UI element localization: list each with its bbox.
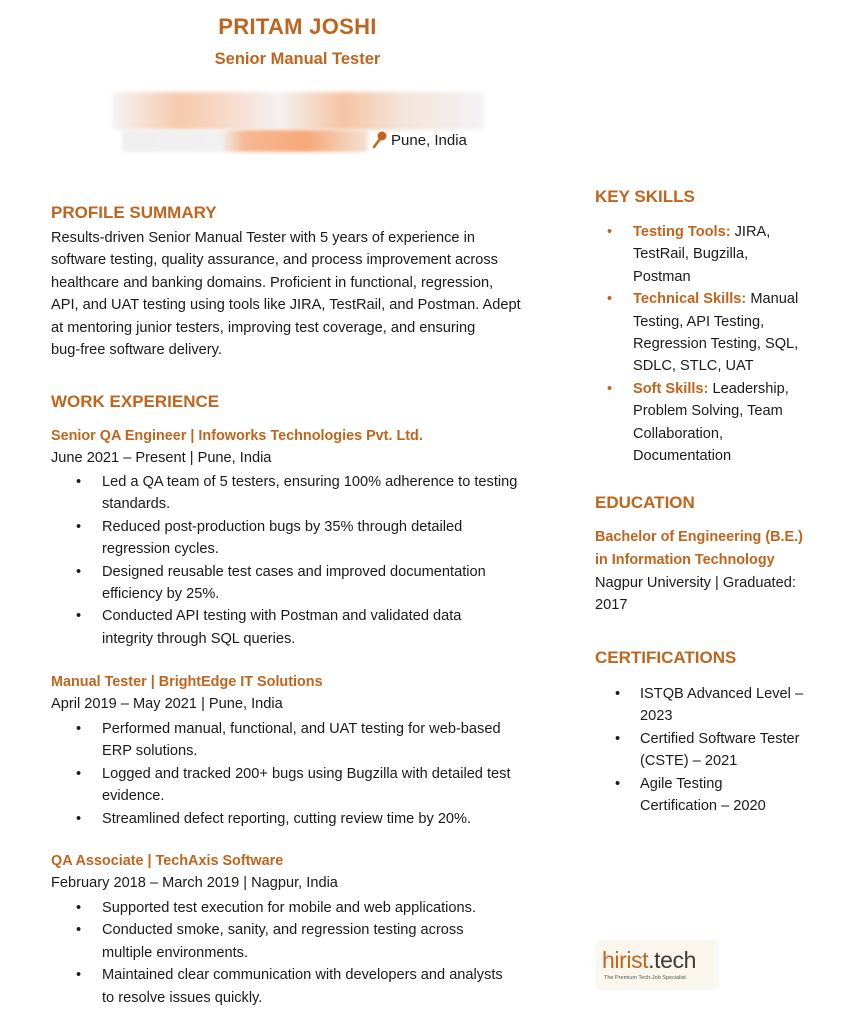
degree: Bachelor of Engineering (B.E.) in Information Technology (595, 529, 803, 568)
job-title: Manual Tester | BrightEdge IT Solutions (51, 674, 323, 690)
certifications-list (595, 683, 825, 817)
job-title: QA Associate | TechAxis Software (51, 853, 284, 869)
job-title: Senior QA Engineer | Infoworks Technologies Pvt. Ltd. (51, 428, 423, 444)
list-item: • Led a QA team of 5 testers, ensuring 100% adherence to testing standards. (51, 471, 581, 516)
redacted-contact-info (112, 92, 484, 130)
summary-line: API, and UAT testing using tools like JIRA, TestRail, and Postman. Adept (51, 297, 521, 314)
skill-item: • Technical Skills: Manual Testing, API Testing, Regression Testing, SQL, SDLC, STLC, UAT (595, 288, 810, 378)
list-item: • Conducted API testing with Postman and validated data integrity through SQL queries. (51, 605, 581, 650)
job-bullets (51, 718, 581, 830)
redacted-contact-info-line2 (122, 130, 368, 152)
list-item: • Reduced post-production bugs by 35% through detailed regression cycles. (51, 516, 581, 561)
list-item: • ISTQB Advanced Level – 2023 (595, 683, 825, 728)
candidate-role: Senior Manual Tester (214, 50, 381, 68)
hirist-tech-logo: hirist.tech The Premium Tech-Job Specialist (597, 941, 718, 989)
list-item: • Performed manual, functional, and UAT testing for web-based ERP solutions. (51, 718, 581, 763)
pin-icon (372, 131, 388, 149)
summary-line: bug-free software delivery. (51, 342, 222, 359)
job-dates: February 2018 – March 2019 | Nagpur, India (51, 875, 338, 891)
summary-line: healthcare and banking domains. Proficient in functional, regression, (51, 274, 494, 291)
summary-line: Results-driven Senior Manual Tester with 5 years of experience in (51, 230, 475, 246)
education-heading: EDUCATION (595, 493, 695, 512)
summary-line: at mentoring junior testers, improving test coverage, and ensuring (51, 319, 476, 336)
institution: Nagpur University | Graduated: 2017 (595, 575, 796, 614)
list-item: • Agile Testing Certification – 2020 (595, 773, 825, 818)
job-bullets (51, 471, 581, 650)
list-item: • Maintained clear communication with developers and analysts to resolve issues quickly. (51, 964, 581, 1009)
list-item: • Logged and tracked 200+ bugs using Bugzilla with detailed test evidence. (51, 763, 581, 808)
list-item: • Conducted smoke, sanity, and regression testing across multiple environments. (51, 919, 581, 964)
list-item: • Designed reusable test cases and improved documentation efficiency by 25%. (51, 561, 581, 606)
skill-item: • Testing Tools: JIRA, TestRail, Bugzilla, Postman (595, 221, 810, 288)
skills-list (595, 221, 810, 467)
location (372, 131, 467, 149)
summary-heading: PROFILE SUMMARY (51, 203, 217, 222)
job-dates: June 2021 – Present | Pune, India (51, 450, 272, 466)
experience-heading: WORK EXPERIENCE (51, 392, 220, 411)
summary-text (51, 227, 571, 361)
candidate-name: PRITAM JOSHI (218, 14, 377, 39)
list-item: • Certified Software Tester (CSTE) – 2021 (595, 728, 825, 773)
certifications-heading: CERTIFICATIONS (595, 648, 737, 667)
summary-line: software testing, quality assurance, and process improvement across (51, 252, 498, 269)
skills-heading: KEY SKILLS (595, 187, 695, 206)
job-dates: April 2019 – May 2021 | Pune, India (51, 696, 283, 712)
list-item: • Streamlined defect reporting, cutting review time by 20%. (51, 808, 581, 830)
location-text: Pune, India (391, 131, 467, 149)
skill-item: • Soft Skills: Leadership, Problem Solving, Team Collaboration, Documentation (595, 378, 810, 468)
job-bullets (51, 897, 581, 1009)
list-item: • Supported test execution for mobile and web applications. (51, 897, 581, 919)
